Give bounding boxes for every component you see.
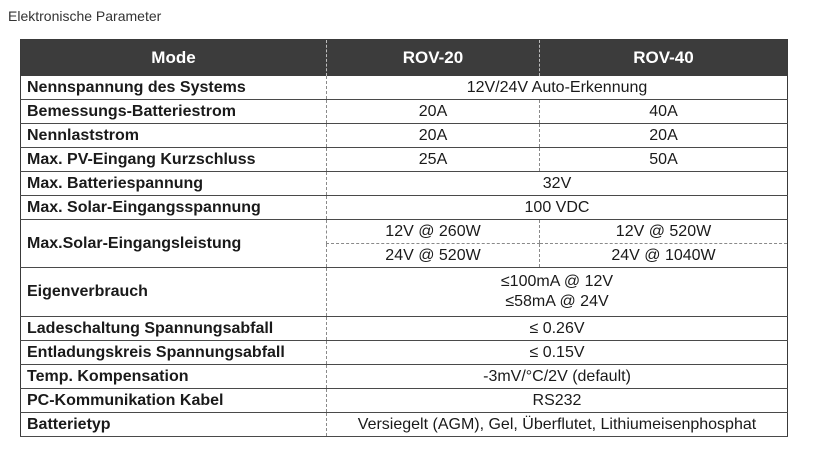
table-row <box>21 268 788 317</box>
table-header-row <box>21 40 788 77</box>
row-value-rov40: 20A <box>540 124 788 148</box>
row-label: Ladeschaltung Spannungsabfall <box>21 317 327 341</box>
row-value-rov20: 20A <box>327 124 540 148</box>
header-rov20: ROV-20 <box>327 40 540 77</box>
table-row <box>21 389 788 413</box>
value-line-12v: ≤100mA @ 12V <box>500 273 614 290</box>
table-row <box>21 76 788 100</box>
row-label: Max. Batteriespannung <box>21 172 327 196</box>
row-label: Max. Solar-Eingangsspannung <box>21 196 327 220</box>
page-title: Elektronische Parameter <box>8 8 162 24</box>
row-value: -3mV/°C/2V (default) <box>327 365 788 389</box>
table-row <box>21 196 788 220</box>
row-label: Max.Solar-Eingangsleistung <box>21 220 327 268</box>
table-row <box>21 172 788 196</box>
row-value: Versiegelt (AGM), Gel, Überflutet, Lithiumeisenphosphat <box>327 413 788 437</box>
row-value: RS232 <box>327 389 788 413</box>
row-label: Bemessungs-Batteriestrom <box>21 100 327 124</box>
row-value: 100 VDC <box>327 196 788 220</box>
header-rov40: ROV-40 <box>540 40 788 77</box>
row-value-rov20: 25A <box>327 148 540 172</box>
row-value: 32V <box>327 172 788 196</box>
table-row <box>21 317 788 341</box>
row-value: ≤ 0.26V <box>327 317 788 341</box>
table-row <box>21 124 788 148</box>
row-label: Batterietyp <box>21 413 327 437</box>
parameter-table <box>20 39 788 437</box>
row-label: Temp. Kompensation <box>21 365 327 389</box>
table-row <box>21 365 788 389</box>
row-value <box>327 268 788 317</box>
row-value-rov20: 20A <box>327 100 540 124</box>
table-row <box>21 220 788 244</box>
table-row <box>21 148 788 172</box>
row-label: Eigenverbrauch <box>21 268 327 317</box>
row-label: Entladungskreis Spannungsabfall <box>21 341 327 365</box>
row-value-rov40: 40A <box>540 100 788 124</box>
row-label: Nennlaststrom <box>21 124 327 148</box>
row-value: ≤ 0.15V <box>327 341 788 365</box>
row-value-rov20-24v: 24V @ 520W <box>327 244 540 268</box>
table-row <box>21 341 788 365</box>
row-value-rov40-12v: 12V @ 520W <box>540 220 788 244</box>
row-label: Max. PV-Eingang Kurzschluss <box>21 148 327 172</box>
table-row <box>21 413 788 437</box>
value-line-24v: ≤58mA @ 24V <box>505 293 609 310</box>
row-value-rov40-24v: 24V @ 1040W <box>540 244 788 268</box>
row-label: Nennspannung des Systems <box>21 76 327 100</box>
header-mode: Mode <box>21 40 327 77</box>
row-value-rov20-12v: 12V @ 260W <box>327 220 540 244</box>
table-row <box>21 100 788 124</box>
row-value-rov40: 50A <box>540 148 788 172</box>
row-label: PC-Kommunikation Kabel <box>21 389 327 413</box>
row-value: 12V/24V Auto-Erkennung <box>327 76 788 100</box>
